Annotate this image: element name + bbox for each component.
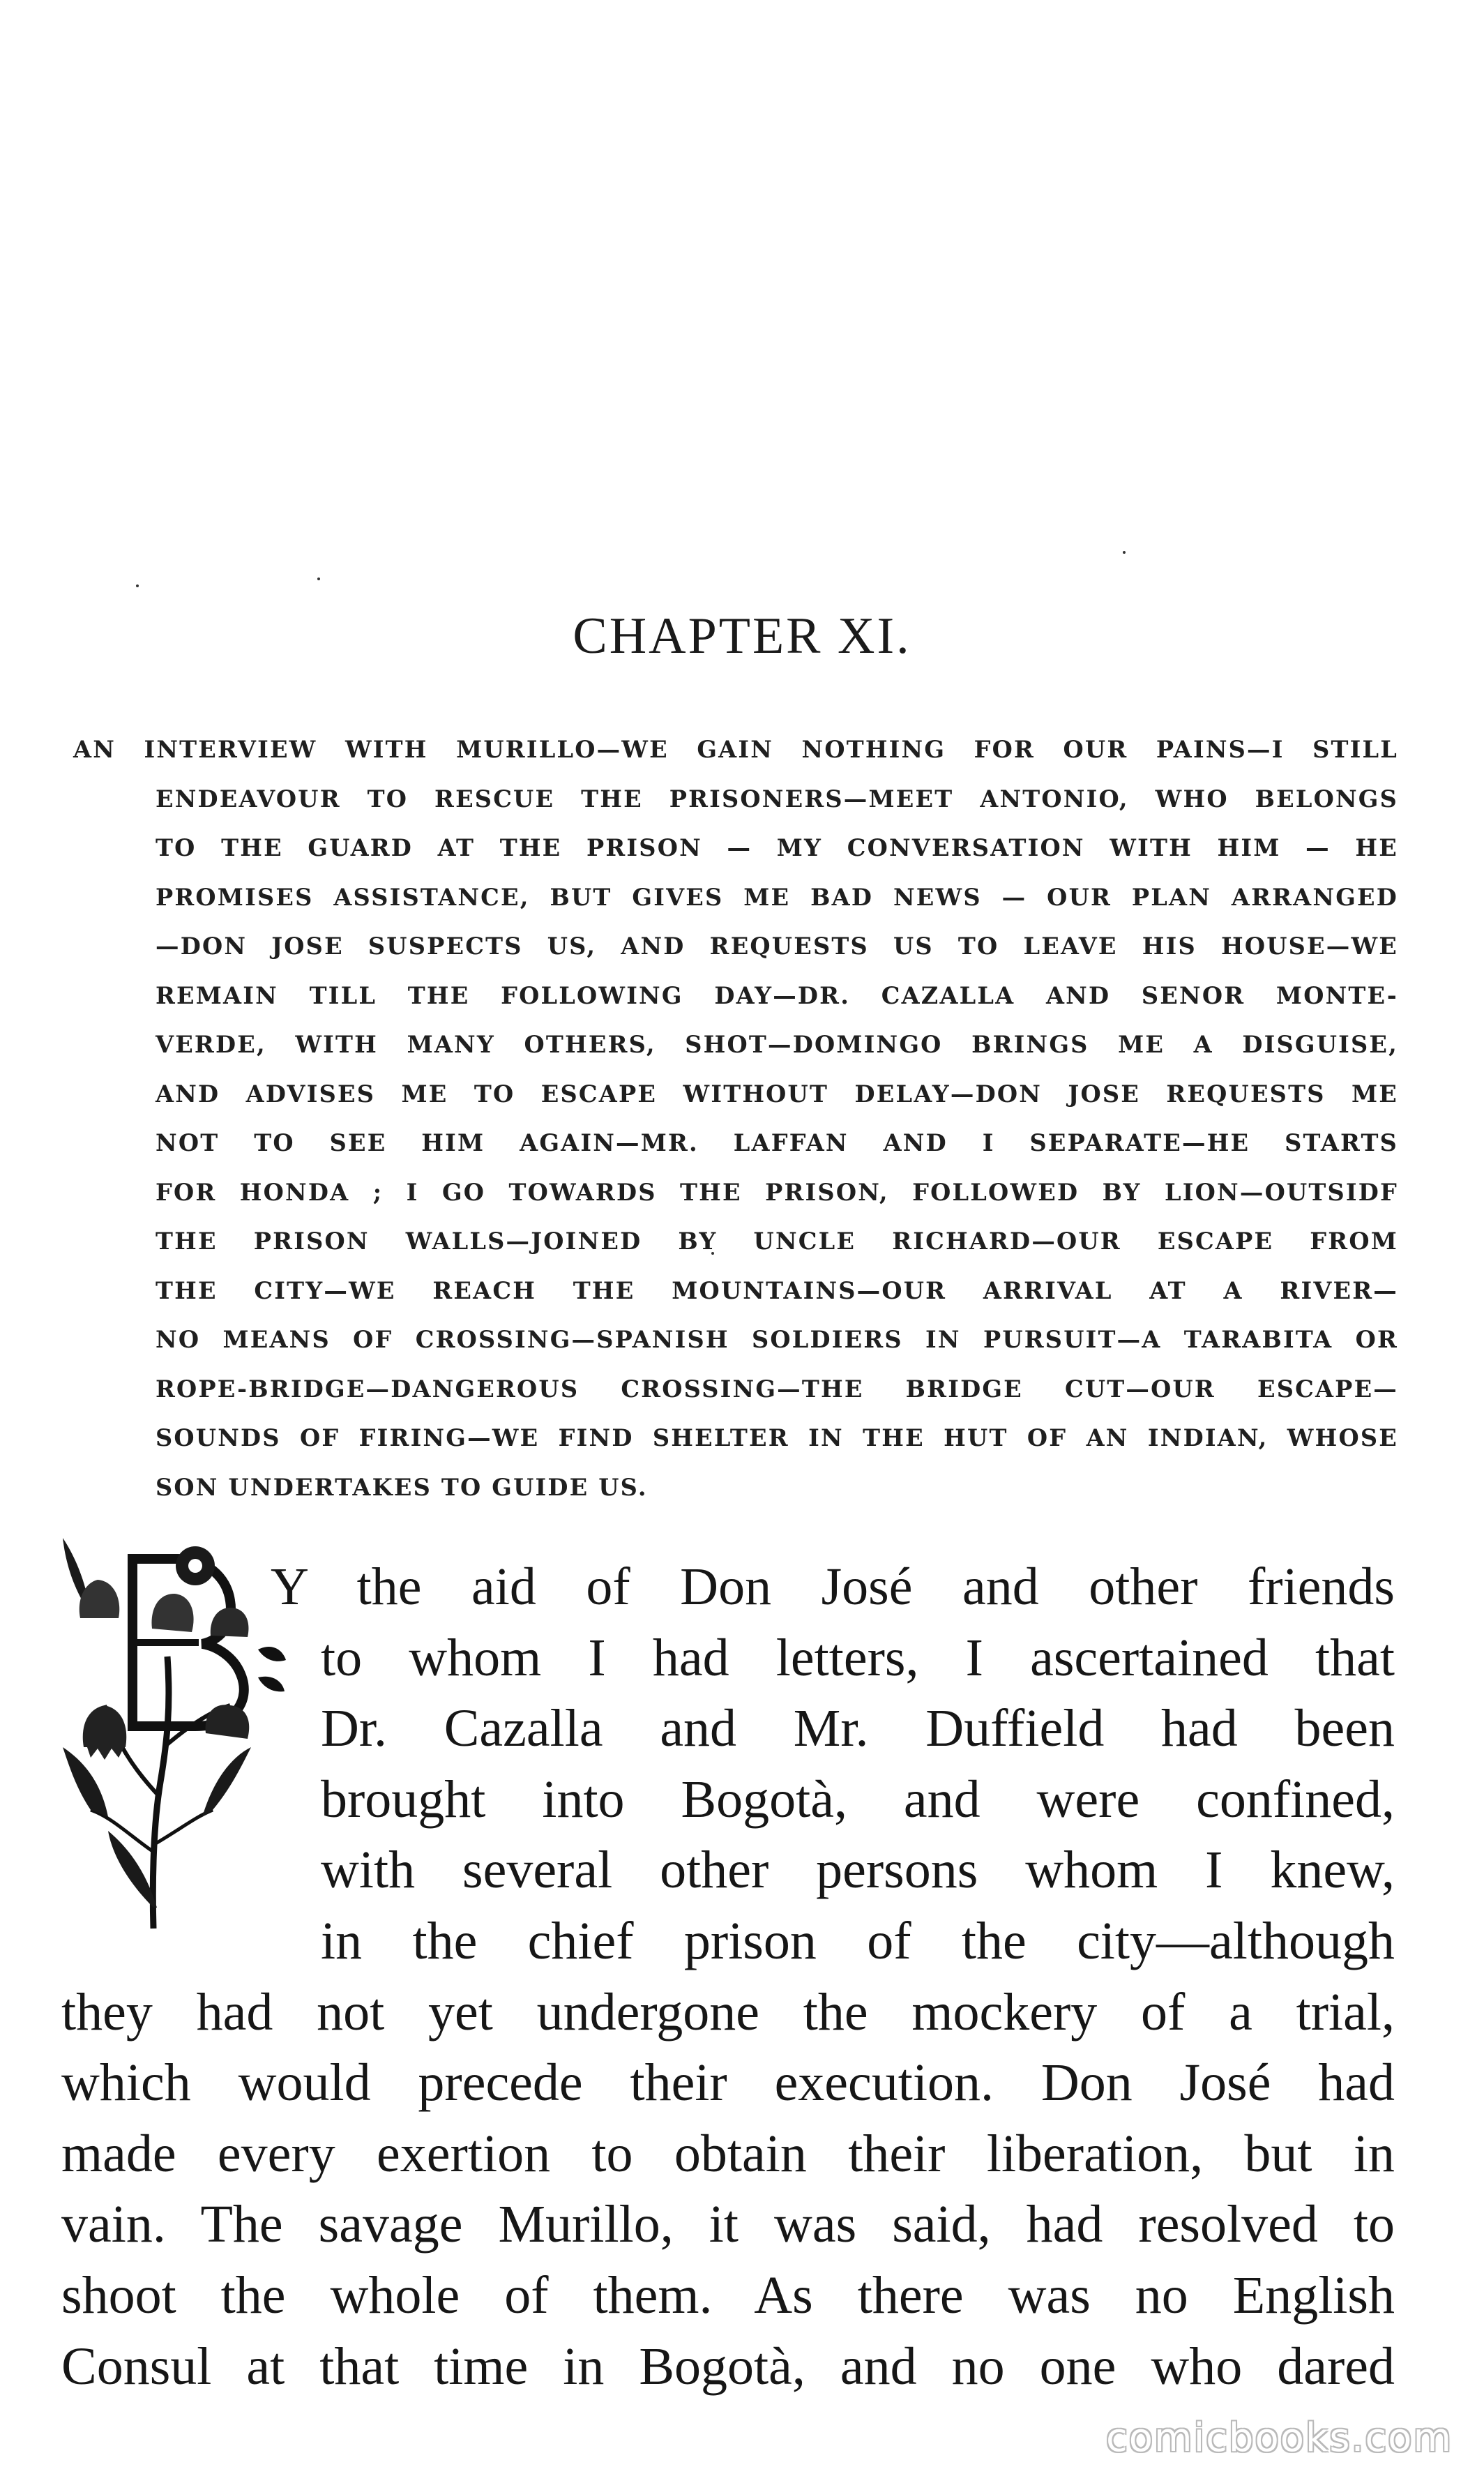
synopsis-line: SON UNDERTAKES TO GUIDE US. bbox=[156, 1473, 648, 1501]
body-line: made every exertion to obtain their liberation, but in bbox=[61, 2124, 1395, 2183]
body-text bbox=[61, 1552, 1395, 2402]
scan-speck bbox=[317, 578, 320, 580]
synopsis-line: AN INTERVIEW WITH MURILLO—WE GAIN NOTHING FOR OUR PAINS—I STILL bbox=[73, 736, 1398, 763]
synopsis-line: AND ADVISES ME TO ESCAPE WITHOUT DELAY—DON JOSE REQUESTS ME bbox=[156, 1080, 1398, 1108]
synopsis-line: TO THE GUARD AT THE PRISON — MY CONVERSATION WITH HIM — HE bbox=[156, 834, 1398, 861]
synopsis-line: —DON JOSE SUSPECTS US, AND REQUESTS US TO LEAVE HIS HOUSE—WE bbox=[156, 933, 1398, 960]
scan-speck bbox=[136, 584, 139, 587]
synopsis-line: THE PRISON WALLS—JOINED BY UNCLE RICHARD—OUR ESCAPE FROM bbox=[156, 1228, 1398, 1255]
body-line: shoot the whole of them. As there was no English bbox=[61, 2265, 1395, 2325]
chapter-synopsis bbox=[73, 725, 1398, 1512]
synopsis-line: ROPE-BRIDGE—DANGEROUS CROSSING—THE BRIDGE CUT—OUR ESCAPE— bbox=[156, 1375, 1398, 1403]
synopsis-line: FOR HONDA ; I GO TOWARDS THE PRISON, FOLLOWED BY LION—OUTSIDF bbox=[156, 1178, 1398, 1206]
scan-speck bbox=[1123, 551, 1126, 554]
synopsis-line: PROMISES ASSISTANCE, BUT GIVES ME BAD NEWS — OUR PLAN ARRANGED bbox=[156, 883, 1398, 911]
body-line: vain. The savage Murillo, it was said, had resolved to bbox=[61, 2195, 1395, 2254]
body-line: in the chief prison of the city—although bbox=[321, 1911, 1395, 1970]
body-line: which would precede their execution. Don José had bbox=[61, 2053, 1395, 2113]
body-line: they had not yet undergone the mockery of a trial, bbox=[61, 1982, 1395, 2042]
synopsis-line: NOT TO SEE HIM AGAIN—MR. LAFFAN AND I SEPARATE—HE STARTS bbox=[156, 1129, 1398, 1156]
synopsis-line: REMAIN TILL THE FOLLOWING DAY—DR. CAZALLA AND SENOR MONTE- bbox=[156, 981, 1398, 1009]
body-line: Consul at that time in Bogotà, and no one who dared bbox=[61, 2337, 1395, 2396]
synopsis-line: VERDE, WITH MANY OTHERS, SHOT—DOMINGO BRINGS ME A DISGUISE, bbox=[156, 1031, 1398, 1058]
chapter-title: CHAPTER XI. bbox=[573, 607, 911, 665]
site-watermark: comicbooks.com bbox=[1105, 2415, 1453, 2461]
body-line: Y the aid of Don José and other friends bbox=[271, 1557, 1395, 1616]
body-line: to whom I had letters, I ascertained that bbox=[321, 1628, 1395, 1687]
body-line: Dr. Cazalla and Mr. Duffield had been bbox=[321, 1699, 1395, 1758]
synopsis-line: NO MEANS OF CROSSING—SPANISH SOLDIERS IN PURSUIT—A TARABITA OR bbox=[156, 1326, 1398, 1353]
synopsis-line: ENDEAVOUR TO RESCUE THE PRISONERS—MEET ANTONIO, WHO BELONGS bbox=[156, 785, 1398, 813]
synopsis-line: SOUNDS OF FIRING—WE FIND SHELTER IN THE HUT OF AN INDIAN, WHOSE bbox=[156, 1424, 1398, 1451]
synopsis-line: THE CITY—WE REACH THE MOUNTAINS—OUR ARRIVAL AT A RIVER— bbox=[156, 1276, 1398, 1304]
body-line: with several other persons whom I knew, bbox=[321, 1841, 1395, 1900]
body-line: brought into Bogotà, and were confined, bbox=[321, 1769, 1395, 1829]
